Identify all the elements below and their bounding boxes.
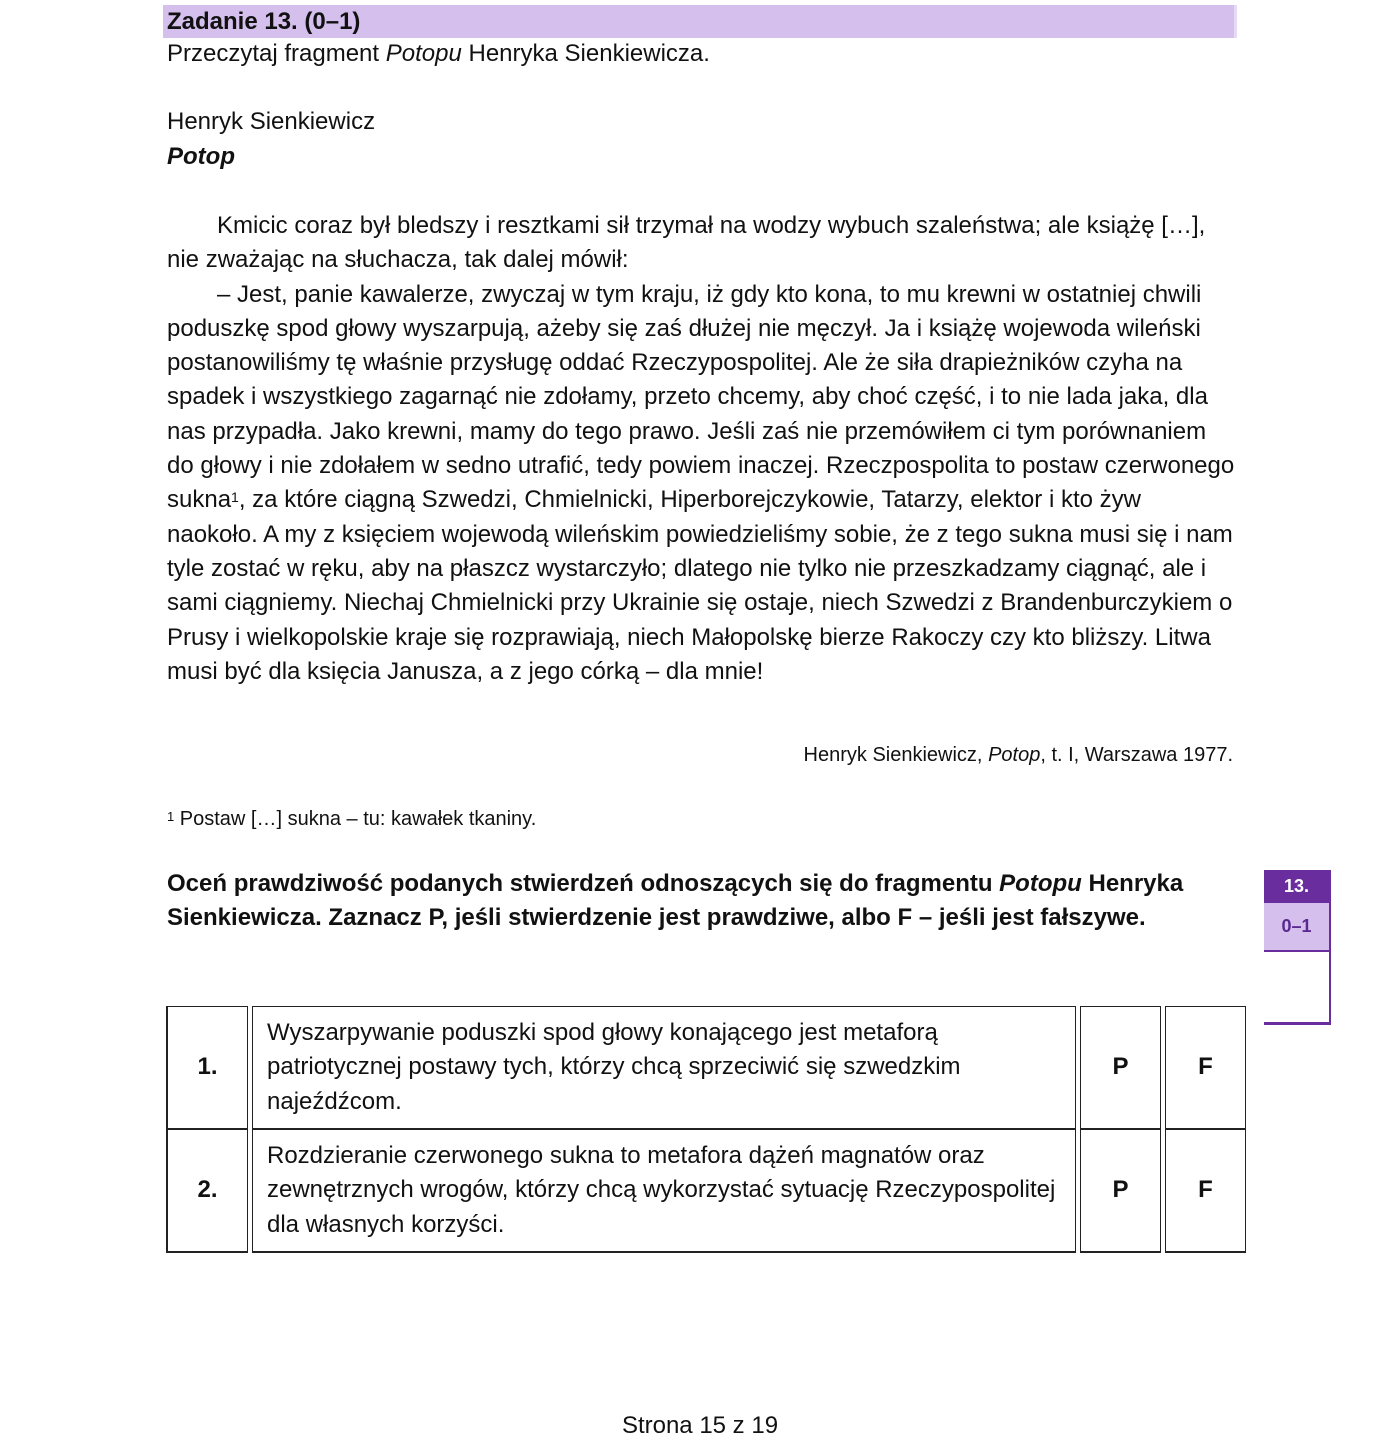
table-row xyxy=(166,1130,1246,1253)
source-title: Potop xyxy=(988,744,1041,766)
statement-number: 2. xyxy=(166,1130,248,1253)
source-after: , t. I, Warszawa 1977. xyxy=(1040,744,1233,766)
footnote-reference: 1 xyxy=(231,489,239,506)
statement-text: Wyszarpywanie poduszki spod głowy konającego jest metaforą patriotycznej postawy tych, którzy chcą sprzeciwić się szwedzkim najeźdźcom. xyxy=(252,1006,1076,1130)
task-instruction xyxy=(167,867,1237,936)
footnote-mark: 1 xyxy=(167,809,175,824)
instruction-after: Henryka Sienkiewicza. Zaznacz P, jeśli stwierdzenie jest prawdziwe, albo F – jeśli jest fałszywe. xyxy=(167,870,1184,932)
intro-title: Potopu xyxy=(385,40,462,67)
score-range: 0–1 xyxy=(1264,903,1329,952)
true-option[interactable]: P xyxy=(1080,1130,1161,1253)
statement-text: Rozdzieranie czerwonego sukna to metafora dążeń magnatów oraz zewnętrznych wrogów, którzy chcą wykorzystać sytuację Rzeczypospolitej dla własnych korzyści. xyxy=(252,1130,1076,1253)
instruction-before: Oceń prawdziwość podanych stwierdzeń odnoszących się do fragmentu xyxy=(167,870,1000,897)
paragraph-2-part-1: – Jest, panie kawalerze, zwyczaj w tym kraju, iż gdy kto kona, to mu krewni w ostatniej chwili poduszkę spod głowy wyszarpują, ażeby się zaś dłużej nie męczył. Ja i książę wojewoda wileński postanowiliśmy tę właśnie przysługę oddać Rzeczypospolitej. Ale że siła drapieżników czyha na spadek i wszystkiego zagarnąć nie zdołamy, przeto chcemy, aby choć część, i to nie lada jaka, dla nas przypadła. Jako krewni, mamy do tego prawo. Jeśli zaś nie przemówiłem ci tym porównaniem do głowy i nie zdołałem w sedno utrafić, tedy powiem inaczej. Rzeczpospolita to postaw czerwonego sukna xyxy=(167,280,1235,514)
source-before: Henryk Sienkiewicz, xyxy=(803,744,989,766)
true-false-table xyxy=(166,1006,1246,1253)
footnote xyxy=(167,806,536,832)
footnote-text: Postaw […] sukna – tu: kawałek tkaniny. xyxy=(174,808,537,830)
intro-text xyxy=(167,37,710,71)
source-citation xyxy=(804,742,1233,768)
intro-after: Henryka Sienkiewicza. xyxy=(461,40,710,67)
intro-before: Przeczytaj fragment xyxy=(167,40,386,67)
task-header xyxy=(163,5,1237,38)
passage-paragraph-2 xyxy=(167,278,1237,690)
passage-paragraph-1: Kmicic coraz był bledszy i resztkami sił trzymał na wodzy wybuch szaleństwa; ale książę […], nie zważając na słuchacza, tak dalej mówił: xyxy=(167,212,1206,274)
work-author: Henryk Sienkiewicz xyxy=(167,108,376,135)
true-option[interactable]: P xyxy=(1080,1006,1161,1130)
work-title: Potop xyxy=(167,143,235,170)
false-option[interactable]: F xyxy=(1165,1130,1246,1253)
score-task-number: 13. xyxy=(1264,870,1329,903)
page-number: Strona 15 z 19 xyxy=(621,1412,779,1439)
paragraph-2-part-2: , za które ciągną Szwedzi, Chmielnicki, Hiperborejczykowie, Tatarzy, elektor i kto żyw naokoło. A my z księciem wojewodą wileńskim powiedzieliśmy sobie, że z tego sukna musi się i nam tyle zostać w ręku, aby na płaszcz wystarczyło; dlatego nie tylko nie przeszkadzamy ciągnąć, ale i sami ciągniemy. Niechaj Chmielnicki przy Ukrainie się ostaje, niech Szwedzi z Brandenburczykiem o Prusy i wielkopolskie kraje się rozprawiają, niech Małopolskę bierze Rakoczy czy kto bliższy. Litwa musi być dla księcia Janusza, a z jego córką – dla mnie! xyxy=(167,486,1233,685)
passage xyxy=(167,209,1237,689)
score-box xyxy=(1264,870,1331,1025)
statement-number: 1. xyxy=(166,1006,248,1130)
table-row xyxy=(166,1006,1246,1130)
task-title: Zadanie 13. (0–1) xyxy=(167,8,361,35)
instruction-title: Potopu xyxy=(999,870,1082,897)
false-option[interactable]: F xyxy=(1165,1006,1246,1130)
